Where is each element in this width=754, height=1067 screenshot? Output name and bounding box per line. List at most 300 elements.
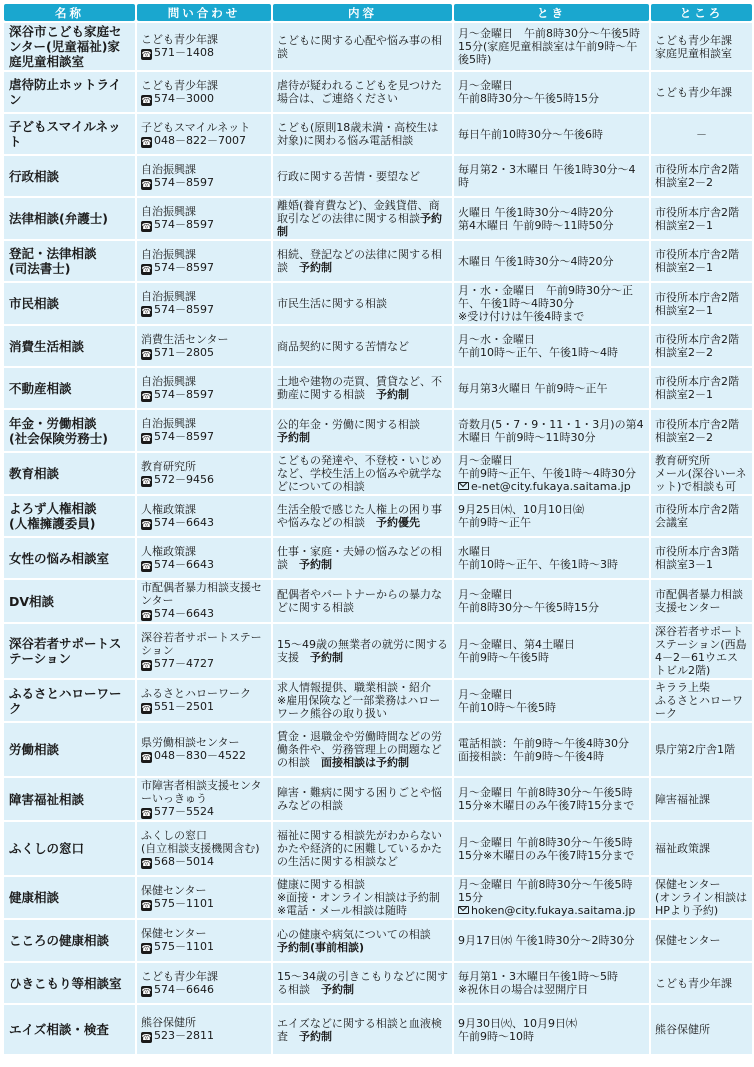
place-cell: こども青少年課	[651, 963, 752, 1003]
table-row	[4, 680, 752, 721]
content-cell	[273, 920, 452, 961]
consultation-name: 障害福祉相談	[4, 778, 135, 820]
contact-cell	[137, 963, 271, 1003]
content-cell	[273, 680, 452, 721]
phone-line	[141, 261, 267, 275]
contact-cell	[137, 822, 271, 875]
consultation-name: 労働相談	[4, 723, 135, 776]
content-cell	[273, 23, 452, 70]
phone-line	[141, 346, 267, 360]
content-cell	[273, 580, 452, 622]
phone-icon: ☎	[141, 704, 152, 713]
consultation-name: 健康相談	[4, 877, 135, 918]
phone-line	[141, 607, 267, 621]
contact-cell	[137, 453, 271, 494]
phone-icon: ☎	[141, 858, 152, 868]
phone-icon: ☎	[141, 137, 152, 147]
table-row	[4, 114, 752, 154]
time-text: 奇数月(5・7・9・11・1・3月)の第4木曜日 午前9時～11時30分	[458, 417, 644, 444]
contact-office: 自治振興課	[141, 374, 196, 388]
phone-line	[141, 940, 267, 954]
phone-line	[141, 700, 267, 714]
phone-line	[141, 473, 267, 487]
place-cell: 市役所本庁舎3階 相談室3－1	[651, 538, 752, 578]
content-text: 15～49歳の無業者の就労に関する支援	[277, 638, 448, 664]
place-cell: 市役所本庁舎2階 会議室	[651, 496, 752, 536]
time-text: 月・水・金曜日 午前9時30分～正午、午後1時～4時30分 ※受け付けは午後4時まで	[458, 284, 633, 323]
place-cell: 福祉政策課	[651, 822, 752, 875]
contact-office: 自治振興課	[141, 162, 196, 176]
header-name: 名称	[4, 4, 135, 21]
contact-cell	[137, 680, 271, 721]
phone-icon: ☎	[141, 901, 152, 910]
contact-office: 教育研究所	[141, 460, 196, 473]
time-text: 月～金曜日 午前8時30分～午後5時15分	[458, 79, 599, 105]
time-text: 月～金曜日 午前8時30分～午後5時15分	[458, 878, 633, 904]
time-cell	[454, 1005, 649, 1054]
content-text: 福祉に関する相談先がわからないかたや経済的に困難しているかたの生活に関する相談など	[277, 829, 442, 868]
table-row	[4, 453, 752, 494]
content-text: 求人情報提供、職業相談・紹介 ※雇用保険など一部業務はハローワーク熊谷の取り扱い	[277, 681, 441, 720]
phone-number[interactable]: 048－822－7007	[154, 133, 246, 147]
time-cell	[454, 283, 649, 324]
phone-number[interactable]: 574－8597	[154, 430, 214, 443]
contact-office: 自治振興課	[141, 247, 196, 261]
content-text: 市民生活に関する相談	[277, 297, 387, 310]
phone-number[interactable]: 574－3000	[154, 91, 214, 105]
reservation-note: 予約制	[376, 388, 409, 401]
phone-icon: ☎	[141, 307, 152, 316]
consultation-name: 虐待防止ホットライン	[4, 72, 135, 112]
content-cell	[273, 496, 452, 536]
contact-cell	[137, 624, 271, 678]
time-text: 毎月第1・3木曜日午後1時～5時 ※祝休日の場合は翌開庁日	[458, 970, 618, 996]
time-cell	[454, 72, 649, 112]
time-text: 月～金曜日 午前10時～午後5時	[458, 687, 556, 714]
phone-number[interactable]: 574－8597	[154, 260, 214, 274]
phone-number[interactable]: 572－9456	[154, 473, 214, 486]
time-text: 電話相談：午前9時～午後4時30分 面接相談：午前9時～午後4時	[458, 736, 629, 763]
content-cell	[273, 453, 452, 494]
time-text: 9月25日㈭、10月10日㈮ 午前9時～正午	[458, 503, 584, 529]
reservation-note: 予約制	[299, 1029, 332, 1043]
time-text: 月～金曜日 午前8時30分～午後5時15分(家庭児童相談室は午前9時～午後5時)	[458, 27, 640, 66]
contact-office: 熊谷保健所	[141, 1016, 196, 1029]
time-cell	[454, 368, 649, 408]
table-body	[4, 23, 752, 1054]
table-row	[4, 580, 752, 622]
time-text: 9月30日㈫、10月9日㈭ 午前9時～10時	[458, 1016, 577, 1043]
time-cell	[454, 198, 649, 239]
contact-cell	[137, 241, 271, 281]
time-text: 月～水・金曜日 午前10時～正午、午後1時～4時	[458, 333, 618, 359]
phone-icon: ☎	[141, 477, 152, 486]
time-cell	[454, 496, 649, 536]
phone-number[interactable]: 575－1101	[154, 897, 214, 910]
time-cell	[454, 580, 649, 622]
phone-line	[141, 855, 267, 869]
reservation-note: 予約制	[299, 558, 332, 571]
contact-cell	[137, 538, 271, 578]
content-text: 商品契約に関する苦情など	[277, 339, 409, 353]
content-text: 虐待が疑われるこどもを見つけた場合は、ご連絡ください	[277, 79, 442, 105]
phone-icon: ☎	[141, 519, 152, 529]
contact-cell	[137, 1005, 271, 1054]
consultation-table	[2, 2, 754, 1056]
time-cell	[454, 920, 649, 961]
phone-icon: ☎	[141, 95, 152, 105]
consultation-name: こころの健康相談	[4, 920, 135, 961]
phone-line	[141, 303, 267, 317]
time-cell	[454, 114, 649, 154]
phone-number[interactable]: 568－5014	[154, 854, 214, 868]
phone-icon: ☎	[141, 50, 152, 59]
time-text: 毎月第3火曜日 午前9時～正午	[458, 381, 608, 395]
header-place: ところ	[651, 4, 752, 21]
content-text: こども(原則18歳未満・高校生は対象)に関わる悩み電話相談	[277, 121, 439, 147]
phone-number[interactable]: 574－6643	[154, 515, 214, 529]
content-cell	[273, 114, 452, 154]
phone-number[interactable]: 048－830－4522	[154, 749, 246, 762]
contact-office: 自治振興課	[141, 290, 196, 303]
content-text: 配偶者やパートナーからの暴力などに関する相談	[277, 588, 442, 614]
time-cell	[454, 822, 649, 875]
contact-office: 深谷若者サポートステーション	[141, 631, 262, 657]
content-cell	[273, 241, 452, 281]
phone-line	[141, 92, 267, 106]
content-cell	[273, 198, 452, 239]
contact-office: こども青少年課	[141, 33, 218, 46]
table-row	[4, 624, 752, 678]
contact-cell	[137, 198, 271, 239]
time-text: 月～金曜日、第4土曜日 午前9時～午後5時	[458, 638, 575, 664]
contact-office: こども青少年課	[141, 78, 218, 92]
table-row	[4, 1005, 752, 1054]
phone-icon: ☎	[141, 391, 152, 401]
place-cell: 市役所本庁舎2階 相談室2－2	[651, 326, 752, 366]
place-cell: 熊谷保健所	[651, 1005, 752, 1054]
phone-icon: ☎	[141, 1033, 152, 1042]
content-text: こどもの発達や、不登校・いじめなど、学校生活上の悩みや就学などについての相談	[277, 454, 442, 493]
content-text: 健康に関する相談 ※面接・オンライン相談は予約制 ※電話・メール相談は随時	[277, 878, 440, 917]
phone-icon: ☎	[141, 561, 152, 571]
phone-number[interactable]: 523－2811	[154, 1029, 214, 1042]
content-text: エイズなどに関する相談と血液検査	[277, 1016, 442, 1043]
time-cell	[454, 680, 649, 721]
phone-number[interactable]: 574－6643	[154, 607, 214, 620]
time-text: 月～金曜日 午前8時30分～午後5時15分※木曜日のみ午後7時15分まで	[458, 786, 635, 812]
phone-icon: ☎	[141, 349, 152, 359]
phone-icon: ☎	[141, 944, 152, 953]
time-cell	[454, 156, 649, 196]
consultation-name: DV相談	[4, 580, 135, 622]
content-cell	[273, 326, 452, 366]
contact-office: 保健センター	[141, 884, 207, 897]
time-text: 水曜日 午前10時～正午、午後1時～3時	[458, 545, 618, 571]
content-text: 行政に関する苦情・要望など	[277, 169, 420, 183]
reservation-note: 予約制(事前相談)	[277, 940, 365, 954]
content-text: 15～34歳の引きこもりなどに関する相談	[277, 970, 448, 996]
consultation-name: よろず人権相談 (人権擁護委員)	[4, 496, 135, 536]
place-cell: 県庁第2庁舎1階	[651, 723, 752, 776]
phone-line	[141, 430, 267, 444]
reservation-note: 予約制	[321, 983, 354, 996]
contact-office: 人権政策課	[141, 544, 196, 558]
consultation-name: ひきこもり等相談室	[4, 963, 135, 1003]
contact-cell	[137, 496, 271, 536]
phone-line	[141, 983, 267, 997]
contact-cell	[137, 156, 271, 196]
consultation-name: 行政相談	[4, 156, 135, 196]
contact-cell	[137, 723, 271, 776]
phone-line	[141, 897, 267, 911]
place-cell: 保健センター (オンライン相談はHPより予約)	[651, 877, 752, 918]
phone-number[interactable]: 574－8597	[154, 175, 214, 189]
phone-icon: ☎	[141, 809, 152, 818]
table-row	[4, 198, 752, 239]
phone-number[interactable]: 575－1101	[154, 940, 214, 953]
content-text: こどもに関する心配や悩み事の相談	[277, 33, 442, 60]
time-text: 月～金曜日 午前8時30分～午後5時15分※木曜日のみ午後7時15分まで	[458, 835, 635, 862]
contact-office: こども青少年課	[141, 969, 218, 983]
contact-cell	[137, 368, 271, 408]
consultation-name: 法律相談(弁護士)	[4, 198, 135, 239]
place-cell: 市役所本庁舎2階 相談室2－2	[651, 410, 752, 451]
phone-icon: ☎	[141, 753, 152, 762]
content-cell	[273, 72, 452, 112]
consultation-name: 教育相談	[4, 453, 135, 494]
table-row	[4, 877, 752, 918]
consultation-name: 消費生活相談	[4, 326, 135, 366]
phone-icon: ☎	[141, 611, 152, 620]
phone-number[interactable]: 571－1408	[154, 46, 214, 59]
table-row	[4, 778, 752, 820]
phone-number[interactable]: 577－4727	[154, 657, 214, 670]
contact-cell	[137, 114, 271, 154]
header-contact: 問い合わせ	[137, 4, 271, 21]
phone-number[interactable]: 574－8597	[154, 218, 214, 231]
table-row	[4, 283, 752, 324]
consultation-name: ふるさとハローワーク	[4, 680, 135, 721]
phone-icon: ☎	[141, 986, 152, 996]
phone-number[interactable]: 577－5524	[154, 805, 214, 818]
consultation-name: 登記・法律相談 (司法書士)	[4, 241, 135, 281]
table-row	[4, 496, 752, 536]
table-row	[4, 23, 752, 70]
phone-icon: ☎	[141, 222, 152, 231]
consultation-name: ふくしの窓口	[4, 822, 135, 875]
place-cell: 障害福祉課	[651, 778, 752, 820]
contact-cell	[137, 580, 271, 622]
table-row	[4, 241, 752, 281]
phone-line	[141, 657, 267, 671]
consultation-name: 不動産相談	[4, 368, 135, 408]
table-row	[4, 963, 752, 1003]
place-cell: 教育研究所 メール(深谷いーネット)で相談も可	[651, 453, 752, 494]
consultation-name: 深谷若者サポートステーション	[4, 624, 135, 678]
content-text: 賃金・退職金や労働時間などの労働条件や、労務管理上の問題などの相談	[277, 730, 442, 769]
time-text: 9月17日㈬ 午後1時30分～2時30分	[458, 934, 635, 947]
contact-office: 県労働相談センター	[141, 736, 240, 749]
phone-icon: ☎	[141, 179, 152, 189]
content-cell	[273, 156, 452, 196]
header-time: とき	[454, 4, 649, 21]
mail-icon	[458, 906, 469, 914]
place-cell: 市役所本庁舎2階 相談室2－1	[651, 368, 752, 408]
time-cell	[454, 538, 649, 578]
contact-office: 人権政策課	[141, 502, 196, 516]
phone-number[interactable]: 571－2805	[154, 345, 214, 359]
content-cell	[273, 778, 452, 820]
mail-icon	[458, 482, 469, 490]
contact-office: 市配偶者暴力相談支援センター	[141, 581, 262, 607]
consultation-name: 子どもスマイルネット	[4, 114, 135, 154]
contact-cell	[137, 283, 271, 324]
phone-line	[141, 218, 267, 232]
time-cell	[454, 723, 649, 776]
place-cell: 市役所本庁舎2階 相談室2－1	[651, 283, 752, 324]
phone-line	[141, 1029, 267, 1043]
reservation-note: 予約制	[299, 261, 332, 274]
phone-line	[141, 805, 267, 819]
contact-office: ふくしの窓口 (自立相談支援機関含む)	[141, 828, 260, 855]
phone-line	[141, 516, 267, 530]
contact-office: 自治振興課	[141, 205, 196, 218]
contact-office: 消費生活センター	[141, 332, 229, 346]
table-row	[4, 72, 752, 112]
reservation-note: 予約優先	[376, 516, 420, 529]
contact-office: 自治振興課	[141, 417, 196, 430]
place-cell: －	[651, 114, 752, 154]
consultation-name: エイズ相談・検査	[4, 1005, 135, 1054]
content-cell	[273, 963, 452, 1003]
content-text: 生活全般で感じた人権上の困り事や悩みなどの相談	[277, 503, 442, 529]
place-cell: 深谷若者サポートステーション(西島4－2－61ウエストビル2階)	[651, 624, 752, 678]
phone-number[interactable]: 574－8597	[154, 387, 214, 401]
content-text: 障害・難病に関する困りごとや悩みなどの相談	[277, 786, 442, 812]
time-cell	[454, 326, 649, 366]
content-cell	[273, 1005, 452, 1054]
table-row	[4, 156, 752, 196]
phone-line	[141, 388, 267, 402]
contact-cell	[137, 326, 271, 366]
contact-cell	[137, 410, 271, 451]
time-cell	[454, 410, 649, 451]
phone-line	[141, 749, 267, 763]
content-text: 土地や建物の売買、賃貸など、不動産に関する相談	[277, 375, 442, 401]
content-text: 仕事・家庭・夫婦の悩みなどの相談	[277, 545, 442, 571]
content-text: 公的年金・労働に関する相談	[277, 417, 420, 431]
consultation-name: 年金・労働相談 (社会保険労務士)	[4, 410, 135, 451]
reservation-note: 予約制	[277, 430, 310, 444]
content-text: 心の健康や病気についての相談	[277, 927, 431, 941]
time-text: 毎月第2・3木曜日 午後1時30分～4時	[458, 163, 636, 189]
contact-cell	[137, 72, 271, 112]
email-line	[458, 904, 635, 917]
contact-cell	[137, 920, 271, 961]
time-text: 木曜日 午後1時30分～4時20分	[458, 254, 614, 268]
table-row	[4, 920, 752, 961]
header-row	[4, 4, 752, 21]
time-cell	[454, 877, 649, 918]
place-cell: 市役所本庁舎2階 相談室2－2	[651, 156, 752, 196]
place-cell: こども青少年課 家庭児童相談室	[651, 23, 752, 70]
place-cell: こども青少年課	[651, 72, 752, 112]
table-row	[4, 822, 752, 875]
phone-line	[141, 558, 267, 572]
time-cell	[454, 241, 649, 281]
time-cell	[454, 453, 649, 494]
place-cell: 市役所本庁舎2階 相談室2－1	[651, 198, 752, 239]
content-cell	[273, 283, 452, 324]
phone-number[interactable]: 574－8597	[154, 303, 214, 316]
content-cell	[273, 822, 452, 875]
phone-line	[141, 46, 267, 60]
reservation-note: 予約制	[310, 651, 343, 664]
content-cell	[273, 538, 452, 578]
time-cell	[454, 624, 649, 678]
table-row	[4, 368, 752, 408]
time-text: 月～金曜日 午前8時30分～午後5時15分	[458, 588, 599, 614]
content-text: 離婚(養育費など)、金銭貸借、商取引などの法律に関する相談	[277, 199, 440, 225]
time-text: 毎日午前10時30分～午後6時	[458, 127, 603, 141]
table-row	[4, 326, 752, 366]
email-address[interactable]: e-net@city.fukaya.saitama.jp	[471, 480, 631, 493]
contact-office: 市障害者相談支援センターいっきゅう	[141, 779, 262, 805]
consultation-name: 女性の悩み相談室	[4, 538, 135, 578]
content-cell	[273, 877, 452, 918]
reservation-note: 面接相談は予約制	[321, 756, 409, 769]
contact-office: ふるさとハローワーク	[141, 687, 251, 700]
consultation-name: 市民相談	[4, 283, 135, 324]
phone-number[interactable]: 574－6646	[154, 982, 214, 996]
email-line	[458, 480, 631, 493]
phone-line	[141, 176, 267, 190]
phone-icon: ☎	[141, 661, 152, 670]
content-cell	[273, 410, 452, 451]
header-content: 内容	[273, 4, 452, 21]
content-cell	[273, 723, 452, 776]
reservation-note: 予約制	[277, 212, 442, 238]
content-cell	[273, 624, 452, 678]
place-cell: キララ上柴 ふるさとハローワーク	[651, 680, 752, 721]
time-cell	[454, 963, 649, 1003]
table-row	[4, 538, 752, 578]
contact-office: 保健センター	[141, 927, 207, 940]
phone-icon: ☎	[141, 264, 152, 274]
consultation-name: 深谷市こども家庭センター(児童福祉)家庭児童相談室	[4, 23, 135, 70]
contact-cell	[137, 877, 271, 918]
contact-cell	[137, 23, 271, 70]
place-cell: 市役所本庁舎2階 相談室2－1	[651, 241, 752, 281]
place-cell: 保健センター	[651, 920, 752, 961]
time-text: 月～金曜日 午前9時～正午、午後1時～4時30分	[458, 454, 636, 480]
phone-number[interactable]: 551－2501	[154, 700, 214, 713]
time-cell	[454, 778, 649, 820]
content-text: 相続、登記などの法律に関する相談	[277, 248, 442, 274]
contact-office: 子どもスマイルネット	[141, 120, 251, 134]
contact-cell	[137, 778, 271, 820]
place-cell: 市配偶者暴力相談支援センター	[651, 580, 752, 622]
table-row	[4, 410, 752, 451]
phone-icon: ☎	[141, 434, 152, 443]
time-cell	[454, 23, 649, 70]
phone-number[interactable]: 574－6643	[154, 557, 214, 571]
content-cell	[273, 368, 452, 408]
table-row	[4, 723, 752, 776]
email-address[interactable]: hoken@city.fukaya.saitama.jp	[471, 904, 636, 917]
phone-line	[141, 134, 267, 148]
